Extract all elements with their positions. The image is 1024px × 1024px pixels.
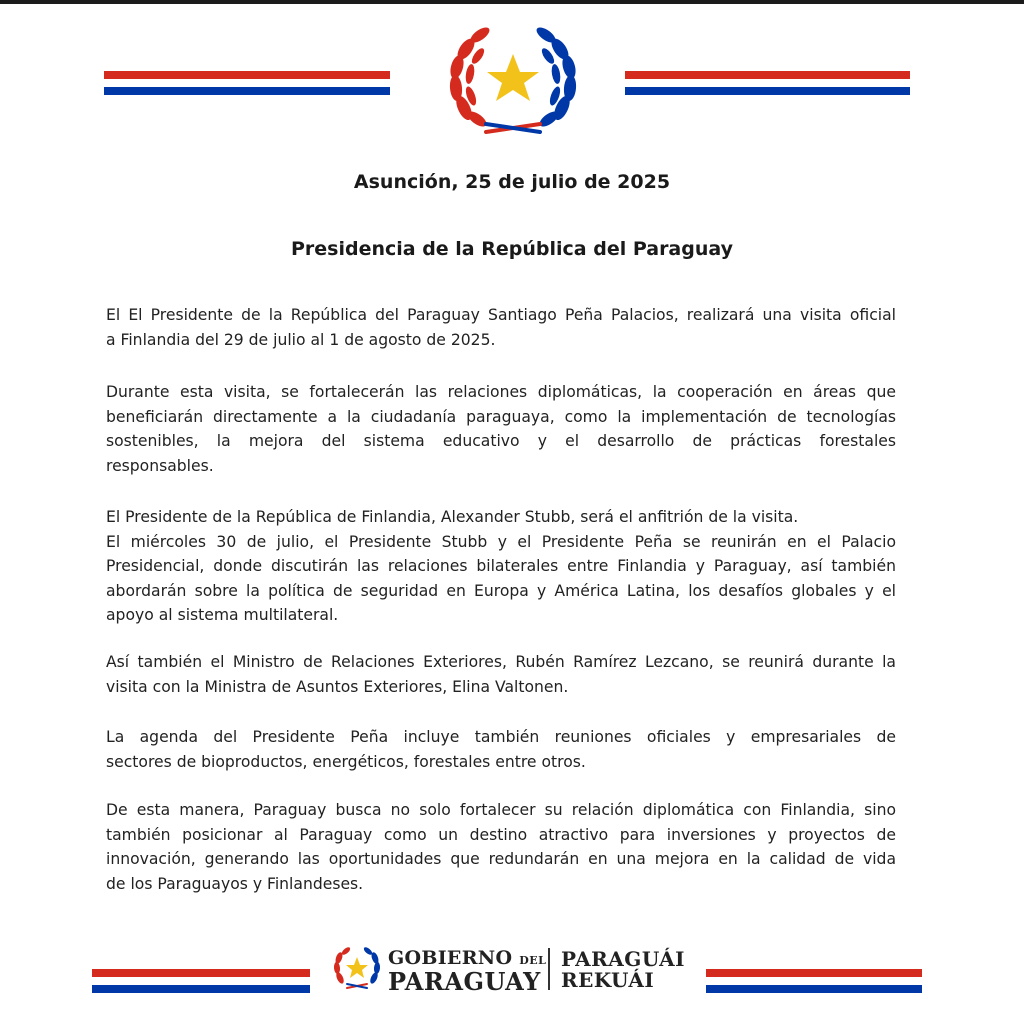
flag-stripes-top-left: [104, 71, 390, 96]
paragraph-cooperation: [106, 380, 896, 478]
text-line: a Finlandia del 29 de julio al 1 de agosto de 2025.: [106, 330, 496, 349]
text-line: beneficiarán directamente a la ciudadanía paraguaya, como la implementación de tecnologías: [106, 407, 896, 426]
paragraph-conclusion: [106, 798, 896, 896]
red-stripe: [92, 969, 310, 977]
text-line: La agenda del Presidente Peña incluye también reuniones oficiales y empresariales de: [106, 728, 896, 746]
text-line: El miércoles 30 de julio, el Presidente Stubb y el Presidente Peña se reunirán en el Palacio: [106, 532, 896, 551]
blue-stripe: [706, 985, 922, 993]
text-line: abordarán sobre la política de seguridad en Europa y América Latina, los desafíos globales y el: [106, 581, 896, 600]
text-line: El El Presidente de la República del Paraguay Santiago Peña Palacios, realizará una visita oficial: [106, 306, 896, 324]
text-line: innovación, generando las oportunidades que redundarán en una mejora en la calidad de vida: [106, 850, 896, 869]
logo-divider: [548, 948, 550, 990]
text-line: apoyo al sistema multilateral.: [106, 606, 339, 625]
logo-line-gobierno: [388, 947, 546, 969]
text-line: Durante esta visita, se fortalecerán las relaciones diplomáticas, la cooperación en áreas que: [106, 383, 896, 401]
coat-of-arms-small-icon: [332, 944, 382, 994]
paragraph-foreign-ministers: [106, 650, 896, 699]
text-line: Presidencial, donde discutirán las relaciones bilaterales entre Finlandia y Paraguay, así también: [106, 557, 896, 576]
flag-stripes-bottom-left: [92, 969, 310, 994]
paragraph-agenda: [106, 725, 896, 774]
logo-word-gobierno: GOBIERNO: [388, 947, 513, 969]
flag-stripes-bottom-right: [706, 969, 922, 994]
top-border: [0, 0, 1024, 4]
organization-title: Presidencia de la República del Paraguay: [290, 238, 734, 260]
blue-stripe: [92, 985, 310, 993]
text-line: Así también el Ministro de Relaciones Exteriores, Rubén Ramírez Lezcano, se reunirá durante la: [106, 653, 896, 671]
text-line: de los Paraguayos y Finlandeses.: [106, 874, 364, 893]
red-stripe: [706, 969, 922, 977]
text-line: responsables.: [106, 456, 214, 475]
text-line: visita con la Ministra de Asuntos Exteriores, Elina Valtonen.: [106, 677, 569, 696]
text-line: también posicionar al Paraguay como un destino atractivo para inversiones y proyectos de: [106, 825, 896, 844]
flag-stripes-top-right: [625, 71, 910, 96]
logo-word-del: DEL: [519, 954, 547, 967]
paragraph-visit-announcement: [106, 303, 896, 352]
red-stripe: [104, 71, 390, 79]
paragraph-host-meeting: [106, 505, 896, 628]
logo-line-rekuai: REKUÁI: [561, 968, 655, 992]
logo-line-paraguay: PARAGUAY: [388, 967, 541, 996]
logo-line-paraguai: PARAGUÁI: [561, 947, 686, 971]
date-line: Asunción, 25 de julio de 2025: [353, 171, 671, 193]
text-line: sostenibles, la mejora del sistema educativo y el desarrollo de prácticas forestales: [106, 432, 896, 451]
coat-of-arms-icon: [446, 22, 580, 140]
blue-stripe: [625, 87, 910, 95]
blue-stripe: [104, 87, 390, 95]
government-logo: [332, 944, 692, 996]
text-line: El Presidente de la República de Finlandia, Alexander Stubb, será el anfitrión de la visita.: [106, 508, 799, 526]
red-stripe: [625, 71, 910, 79]
text-line: sectores de bioproductos, energéticos, forestales entre otros.: [106, 752, 586, 771]
text-line: De esta manera, Paraguay busca no solo fortalecer su relación diplomática con Finlandia, sino: [106, 801, 896, 819]
